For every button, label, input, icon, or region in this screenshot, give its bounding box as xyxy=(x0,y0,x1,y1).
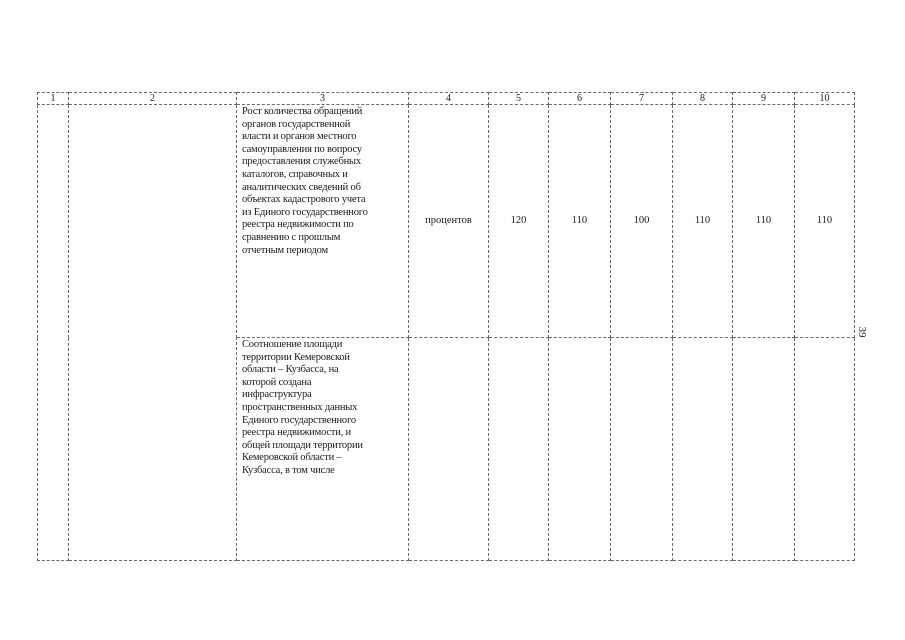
value-cell: 120 xyxy=(489,105,549,338)
indicator-group-cell xyxy=(69,105,237,561)
header-cell-5: 5 xyxy=(489,93,549,105)
value-cell xyxy=(611,338,673,561)
header-cell-8: 8 xyxy=(673,93,733,105)
header-cell-6: 6 xyxy=(549,93,611,105)
indicators-table xyxy=(37,92,855,561)
header-cell-1: 1 xyxy=(38,93,69,105)
page-number: 39 xyxy=(856,326,868,338)
indicator-description: Соотношение площади территории Кемеровской области – Кузбасса, на которой создана инфраструктура пространственных данных Единого государственного реестра недвижимости, и общей площади территории Кемеровской области – Кузбасса, в том числе xyxy=(237,338,409,561)
value-cell: 110 xyxy=(733,105,795,338)
row-number-cell xyxy=(38,105,69,561)
value-cell xyxy=(489,338,549,561)
value-cell xyxy=(733,338,795,561)
value-cell: 110 xyxy=(673,105,733,338)
header-cell-9: 9 xyxy=(733,93,795,105)
value-cell xyxy=(549,338,611,561)
value-cell: 100 xyxy=(611,105,673,338)
indicator-description: Рост количества обращений органов государственной власти и органов местного самоуправления по вопросу предоставления служебных каталогов, справочных и аналитических сведений об объектах кадастрового учета из Единого государственного реестра недвижимости по сравнению с прошлым отчетным периодом xyxy=(237,105,409,338)
header-cell-2: 2 xyxy=(69,93,237,105)
header-cell-3: 3 xyxy=(237,93,409,105)
header-row xyxy=(38,93,855,105)
table-row xyxy=(38,105,855,338)
value-cell: 110 xyxy=(549,105,611,338)
value-cell xyxy=(795,338,855,561)
header-cell-10: 10 xyxy=(795,93,855,105)
header-cell-7: 7 xyxy=(611,93,673,105)
header-cell-4: 4 xyxy=(409,93,489,105)
value-cell xyxy=(673,338,733,561)
unit-cell: процентов xyxy=(409,105,489,338)
unit-cell xyxy=(409,338,489,561)
value-cell: 110 xyxy=(795,105,855,338)
